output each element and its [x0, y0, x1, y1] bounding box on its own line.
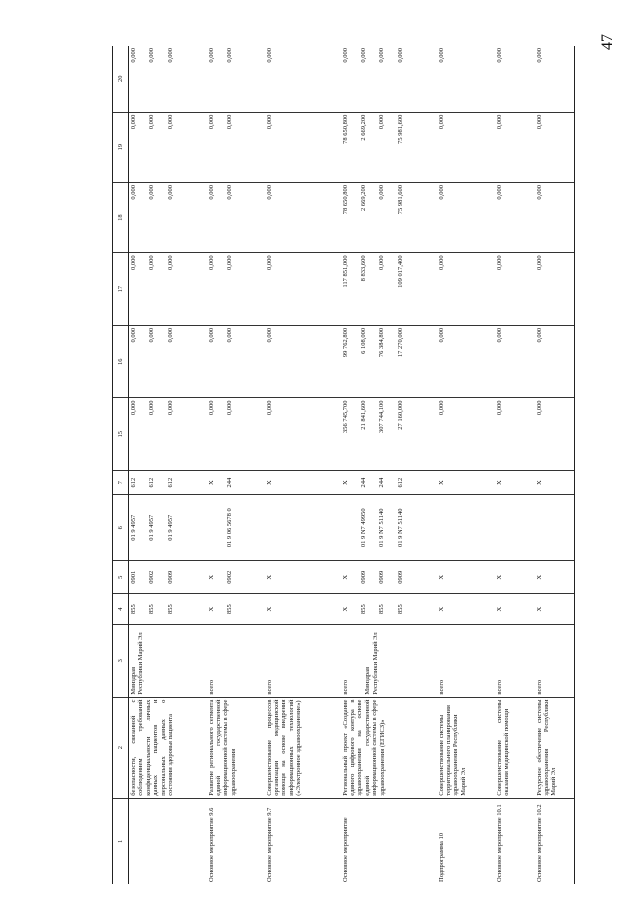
row-description-cell: Совершенствование процессов организации медицинской помощи на основе внедрения информационных технологий («Электронное здравоохранение») [265, 697, 341, 798]
value: 0,000 [207, 114, 215, 130]
rzpr-value: Х [207, 574, 215, 580]
value-cell [341, 182, 437, 252]
value-cell [207, 112, 265, 182]
value: 0,000 [166, 184, 174, 200]
value: 78 650,800 [341, 114, 349, 144]
col-header: 15 [113, 398, 129, 471]
value: 0,000 [225, 48, 233, 63]
grbs-cell: Х [495, 594, 535, 625]
value-cell: 0,000 [265, 325, 341, 398]
vr-value: 244 [378, 477, 386, 488]
executor-line: Минздрав [364, 666, 372, 695]
value: 76 384,800 [378, 327, 386, 358]
value-cell [129, 325, 207, 398]
grbs-value: 855 [148, 604, 156, 614]
csr-cell [535, 495, 575, 561]
vr-cell [129, 471, 207, 495]
table-row [495, 46, 535, 884]
value-cell [207, 253, 265, 326]
value: 0,000 [130, 48, 137, 63]
value: 0,000 [225, 400, 233, 416]
vr-cell: Х [535, 471, 575, 495]
value-cell [207, 325, 265, 398]
value-cell: 0,000 [437, 325, 495, 398]
grbs-cell [129, 594, 207, 625]
col-header: 19 [113, 112, 129, 182]
executor-line: Минздрав [130, 666, 137, 695]
value: 109 017,400 [396, 255, 404, 288]
value: 0,000 [378, 48, 386, 63]
value: 6 108,000 [359, 327, 367, 354]
value: 75 981,600 [396, 184, 404, 215]
value: 0,000 [148, 48, 156, 63]
vr-value: Х [207, 480, 215, 486]
row-type-cell: Основное мероприятие 10.2 [535, 798, 575, 884]
row-description-cell: безопасности, связанной с соблюдением требований конфиденциальности личных данных пациентов и персональных данных о состоянии здоровья пациента [129, 697, 207, 798]
vr-value: 244 [225, 477, 233, 488]
csr-value [342, 497, 349, 558]
value: 0,000 [130, 255, 137, 270]
grbs-cell: Х [265, 594, 341, 625]
value: 0,000 [378, 114, 386, 130]
value: 0,000 [341, 48, 349, 63]
col-header: 1 [113, 798, 129, 884]
csr-value: 01 9 4957 [148, 514, 156, 541]
value-cell [129, 46, 207, 112]
rzpr-value: 0909 [359, 570, 367, 584]
value: 17 270,000 [396, 327, 404, 358]
rotated-table-wrapper [112, 46, 613, 884]
value: 117 851,000 [341, 255, 349, 288]
executor-line: всего [265, 679, 273, 695]
vr-value: 612 [396, 477, 404, 488]
executor-line: Республики Марий Эл [371, 632, 379, 695]
col-header: 7 [113, 471, 129, 495]
table-row [265, 46, 341, 884]
value-cell: 0,000 [495, 112, 535, 182]
grbs-cell: Х [535, 594, 575, 625]
col-header: 16 [113, 325, 129, 398]
rzpr-value: 0909 [396, 570, 404, 584]
value-cell: 0,000 [495, 182, 535, 252]
value-cell: 0,000 [437, 253, 495, 326]
value-cell [129, 398, 207, 471]
value: 0,000 [225, 327, 233, 343]
csr-cell [437, 495, 495, 561]
executor-cell: всего [495, 624, 535, 697]
value-cell: 0,000 [495, 398, 535, 471]
vr-value: 612 [148, 477, 156, 488]
value: 0,000 [396, 48, 404, 63]
csr-cell [341, 495, 437, 561]
rzpr-cell: Х [495, 561, 535, 594]
grbs-cell [207, 594, 265, 625]
col-header: 5 [113, 561, 129, 594]
value: 0,000 [148, 184, 156, 200]
rzpr-cell: Х [265, 561, 341, 594]
value: 0,000 [359, 48, 367, 63]
value: 0,000 [207, 184, 215, 200]
value-cell: 0,000 [437, 112, 495, 182]
value: 0,000 [130, 114, 137, 130]
rzpr-value: 0901 [130, 570, 137, 584]
value-cell [207, 398, 265, 471]
grbs-cell [341, 594, 437, 625]
vr-cell [207, 471, 265, 495]
row-type-cell: Основное мероприятие 10.1 [495, 804, 503, 882]
rzpr-cell [129, 561, 207, 594]
rzpr-value: Х [341, 574, 349, 580]
rzpr-cell [207, 561, 265, 594]
value: 2 669,200 [359, 114, 367, 141]
value: 0,000 [378, 255, 386, 270]
grbs-value: Х [341, 606, 349, 612]
csr-value: 01 9 N7 49950 [359, 508, 367, 548]
col-header: 6 [113, 495, 129, 561]
value: 307 744,100 [378, 400, 386, 433]
value-cell: 0,000 [437, 398, 495, 471]
value: 0,000 [166, 114, 174, 130]
value: 99 762,800 [341, 327, 349, 358]
rzpr-value: 0902 [148, 570, 156, 584]
value: 0,000 [130, 327, 137, 343]
rzpr-value: 0909 [378, 570, 386, 584]
value-cell [341, 46, 437, 112]
value: 0,000 [148, 400, 156, 416]
vr-cell: Х [265, 471, 341, 495]
value-cell: 0,000 [495, 46, 535, 112]
table-row [207, 46, 265, 884]
vr-cell: Х [437, 471, 495, 495]
rzpr-cell: Х [437, 561, 495, 594]
vr-value: 612 [130, 477, 137, 488]
rzpr-value: 0909 [166, 570, 174, 584]
row-type-cell: Основное мероприятие 9.7 [265, 807, 273, 882]
row-description-cell: Региональный проект «Создание единого цифрового контура в здравоохранении на основе единой государственной информационной системы в сфере здравоохранения (ЕГИСЗ)» [341, 697, 437, 798]
csr-value: 01 9 N7 51140 [378, 508, 386, 548]
executor-cell [129, 624, 207, 697]
value: 0,000 [166, 400, 174, 416]
value-cell [207, 46, 265, 112]
value: 0,000 [148, 327, 156, 343]
value-cell: 0,000 [535, 398, 575, 471]
value-cell: 0,000 [535, 46, 575, 112]
value: 75 981,600 [396, 114, 404, 144]
executor-line: всего [207, 679, 215, 695]
value-cell [129, 182, 207, 252]
grbs-value: 855 [359, 604, 367, 614]
value-cell: 0,000 [495, 253, 535, 326]
value-cell: 0,000 [535, 253, 575, 326]
row-description-cell: Ресурсное обеспечение системы здравоохранения Республики Марий Эл [535, 697, 575, 798]
grbs-value: 855 [396, 604, 404, 614]
table-row [535, 46, 575, 884]
value: 0,000 [166, 48, 174, 63]
csr-cell [129, 495, 207, 561]
value-cell: 0,000 [535, 325, 575, 398]
row-type-cell: Подпрограмма 10 [437, 832, 445, 882]
executor-line [357, 627, 364, 695]
value: 2 669,200 [359, 184, 367, 211]
grbs-value: 855 [378, 604, 386, 614]
value-cell: 0,000 [265, 112, 341, 182]
col-header: 3 [113, 624, 129, 697]
col-header: 4 [113, 594, 129, 625]
csr-cell [265, 495, 341, 561]
executor-line: Республики Марий Эл [137, 632, 145, 695]
value-cell [341, 398, 437, 471]
value-cell [341, 325, 437, 398]
row-description-cell: Совершенствование системы территориального планирования здравоохранения Республики Марий Эл [437, 697, 495, 798]
value: 356 745,700 [341, 400, 349, 433]
value-cell: 0,000 [535, 182, 575, 252]
grbs-cell: Х [437, 594, 495, 625]
row-type-cell [129, 798, 207, 884]
row-type-cell: Основное мероприятие 9.6 [207, 807, 215, 882]
grbs-value: Х [207, 606, 215, 612]
value: 0,000 [207, 48, 215, 63]
value-cell: 0,000 [535, 112, 575, 182]
col-header: 2 [113, 697, 129, 798]
value-cell: 0,000 [437, 46, 495, 112]
value: 0,000 [148, 255, 156, 270]
csr-cell [207, 495, 265, 561]
value: 0,000 [148, 114, 156, 130]
value: 8 833,600 [359, 255, 367, 282]
page-number: 47 [599, 34, 616, 50]
executor-cell [207, 624, 265, 697]
executor-cell [341, 624, 437, 697]
value: 0,000 [225, 184, 233, 200]
table-frame [112, 46, 613, 884]
vr-value: Х [341, 480, 349, 486]
value-cell [341, 253, 437, 326]
table-row [437, 46, 495, 884]
rzpr-cell: Х [535, 561, 575, 594]
csr-value: 01 9 4957 [130, 514, 137, 541]
vr-cell: Х [495, 471, 535, 495]
value: 0,000 [130, 184, 137, 200]
executor-cell [265, 624, 341, 697]
csr-value [208, 497, 215, 558]
value: 27 160,000 [396, 400, 404, 430]
header-row [113, 46, 129, 884]
value-cell: 0,000 [265, 253, 341, 326]
value: 0,000 [378, 184, 386, 200]
csr-value: 01 9 4957 [166, 514, 174, 541]
value-cell: 0,000 [265, 182, 341, 252]
csr-cell [495, 495, 535, 561]
grbs-value: 855 [225, 604, 233, 614]
row-type-cell: Основное мероприятие [341, 817, 349, 882]
csr-value: 01 9 N7 51140 [396, 508, 404, 548]
value-cell: 0,000 [265, 46, 341, 112]
value: 0,000 [166, 327, 174, 343]
value-cell: 0,000 [495, 325, 535, 398]
col-header: 20 [113, 46, 129, 112]
executor-line: всего [341, 679, 349, 695]
value: 78 650,800 [341, 184, 349, 215]
csr-value: 01 9 06 5678 0 [225, 508, 233, 548]
table-row [129, 46, 207, 884]
executor-cell: всего [437, 624, 495, 697]
vr-value: 244 [359, 477, 367, 488]
value-cell [341, 112, 437, 182]
value-cell [207, 182, 265, 252]
value-cell [129, 253, 207, 326]
vr-cell [341, 471, 437, 495]
row-description-cell: Развитие регионального сегмента единой государственной информационной системы в сфере здравоохранения [207, 697, 265, 798]
value: 0,000 [166, 255, 174, 270]
value: 0,000 [207, 327, 215, 343]
value-cell: 0,000 [265, 398, 341, 471]
executor-cell: всего [535, 624, 575, 697]
value-cell: 0,000 [437, 182, 495, 252]
grbs-value: 855 [166, 604, 174, 614]
value: 0,000 [207, 255, 215, 270]
vr-value: 612 [166, 477, 174, 488]
rzpr-cell [341, 561, 437, 594]
table-row [341, 46, 437, 884]
rzpr-value: 0902 [225, 570, 233, 584]
value-cell [129, 112, 207, 182]
value: 0,000 [207, 400, 215, 416]
value: 21 841,600 [359, 400, 367, 430]
grbs-value: 855 [130, 604, 137, 614]
row-description-cell: Совершенствование системы оказания медицинской помощи [495, 697, 535, 798]
value: 0,000 [225, 114, 233, 130]
value: 0,000 [225, 255, 233, 270]
budget-table [112, 46, 575, 884]
col-header: 18 [113, 182, 129, 252]
col-header: 17 [113, 253, 129, 326]
value: 0,000 [130, 400, 137, 416]
